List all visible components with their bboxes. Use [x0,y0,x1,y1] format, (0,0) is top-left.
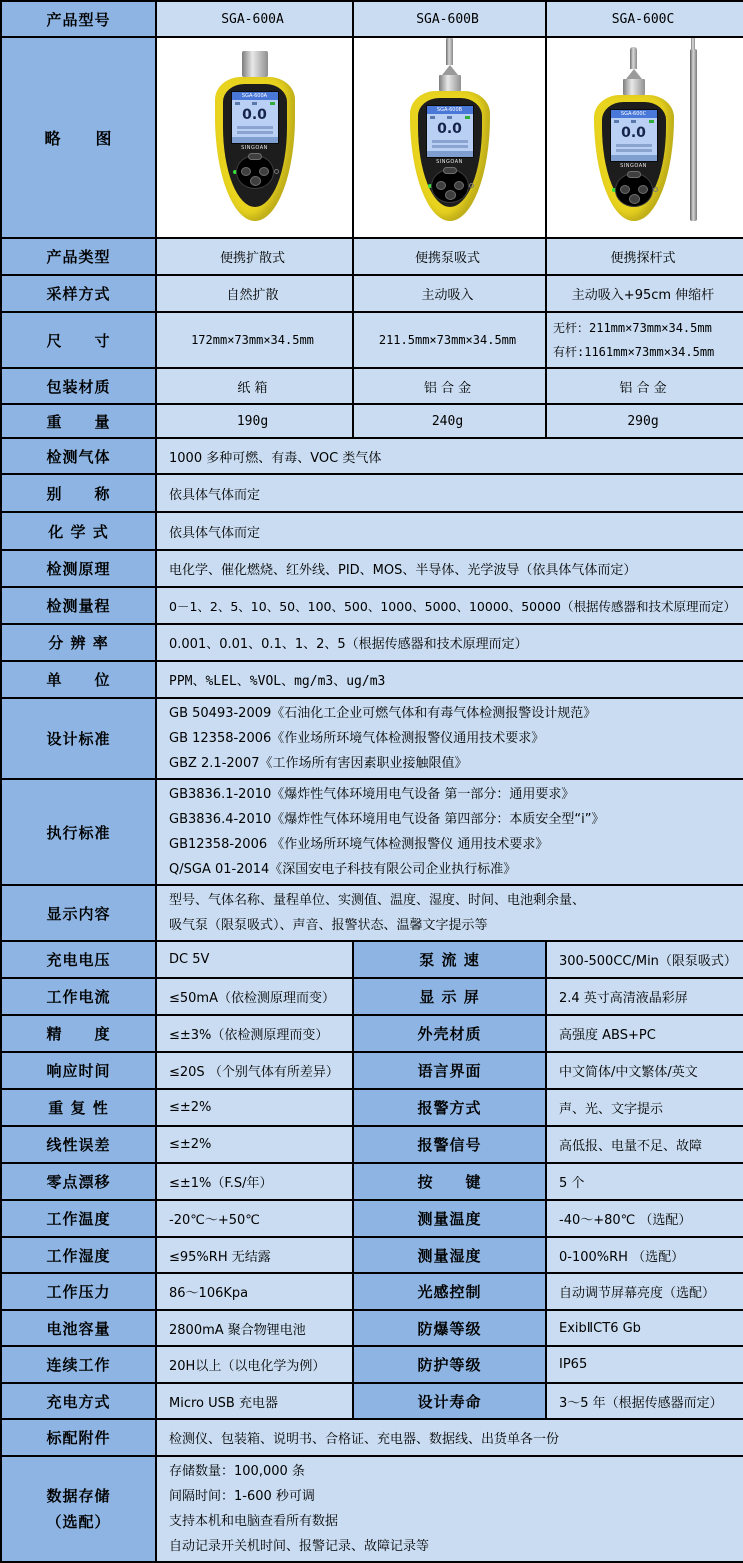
row-label: 外壳材质 [353,1015,546,1052]
row-label: 精 度 [1,1015,156,1052]
row-value: 300-500CC/Min（限泵吸式） [546,941,743,978]
table-row [1,1419,743,1456]
row-value: 高强度 ABS+PC [546,1015,743,1052]
row-value: IP65 [546,1346,743,1383]
model-name-c: SGA-600C [546,1,743,37]
row-value: 172mm×73mm×34.5mm [156,312,353,368]
row-label: 测量湿度 [353,1237,546,1273]
row-label: 线性误差 [1,1126,156,1163]
row-value: 自然扩散 [156,275,353,312]
table-row [1,438,743,474]
row-label: 分 辨 率 [1,624,156,661]
row-value: 存储数量：100,000 条 间隔时间：1-600 秒可调 支持本机和电脑查看所有数据 自动记录开关机时间、报警记录、故障记录等 [156,1456,743,1562]
table-row [1,1383,743,1419]
row-label: 工作电流 [1,978,156,1015]
row-value: 便携扩散式 [156,238,353,275]
lcd-reading: 0.0 [437,121,462,137]
button-cluster [615,173,653,207]
table-row [1,1052,743,1089]
row-value: 1000 多种可燃、有毒、VOC 类气体 [156,438,743,474]
row-label: 执行标准 [1,779,156,885]
row-label: 检测气体 [1,438,156,474]
row-label: 泵 流 速 [353,941,546,978]
row-value: 高低报、电量不足、故障 [546,1126,743,1163]
row-value: 5 个 [546,1163,743,1200]
row-label: 工作压力 [1,1273,156,1310]
row-label: 设计寿命 [353,1383,546,1419]
row-value: 主动吸入+95cm 伸缩杆 [546,275,743,312]
row-value: 便携探杆式 [546,238,743,275]
lcd-reading: 0.0 [621,125,646,141]
table-row-header [1,1,743,37]
row-label: 报警方式 [353,1089,546,1126]
row-value: 240g [353,404,546,438]
row-value: ≤±2% [156,1089,353,1126]
sensor-cap [242,51,268,77]
table-row [1,312,743,368]
header-label: 产品型号 [1,1,156,37]
row-label: 工作温度 [1,1200,156,1237]
row-label: 按 键 [353,1163,546,1200]
row-label: 测量温度 [353,1200,546,1237]
row-value: 211.5mm×73mm×34.5mm [353,312,546,368]
row-label: 采样方式 [1,275,156,312]
row-value: ≤±2% [156,1126,353,1163]
row-value: ExibⅡCT6 Gb [546,1310,743,1346]
row-label: 检测量程 [1,587,156,624]
row-value: Micro USB 充电器 [156,1383,353,1419]
row-value: 2800mA 聚合物锂电池 [156,1310,353,1346]
row-label: 响应时间 [1,1052,156,1089]
row-label: 产品类型 [1,238,156,275]
row-value: 0.001、0.01、0.1、1、2、5（根据传感器和技术原理而定） [156,624,743,661]
pump-probe [446,37,453,65]
power-icon [653,187,658,192]
row-label: 显 示 屏 [353,978,546,1015]
row-value: ≤20S （个别气体有所差异） [156,1052,353,1089]
table-row [1,661,743,698]
row-value: GB3836.1-2010《爆炸性气体环境用电气设备 第一部分：通用要求》 GB3836.4-2010《爆炸性气体环境用电气设备 第四部分：本质安全型“i”》 GB12358-2006 《作业场所环境气体检测报警仪 通用技术要求》 Q/SGA 01-2014《深国安电子科技有限公司企业执行标准》 [156,779,743,885]
table-row [1,779,743,885]
row-value: 电化学、催化燃烧、红外线、PID、MOS、半导体、光学波导（依具体气体而定） [156,550,743,587]
row-value: 铝 合 金 [353,368,546,404]
row-label: 充电电压 [1,941,156,978]
row-label: 数据存储 （选配） [1,1456,156,1562]
row-value: 0-100%RH （选配） [546,1237,743,1273]
row-label: 单 位 [1,661,156,698]
row-value: 便携泵吸式 [353,238,546,275]
row-value: DC 5V [156,941,353,978]
row-label: 尺 寸 [1,312,156,368]
row-value: 型号、气体名称、量程单位、实测值、温度、湿度、时间、电池剩余量、 吸气泵（限泵吸式）、声音、报警状态、温馨文字提示等 [156,885,743,941]
brand-logo: SINGOAN [241,145,268,151]
row-value: 检测仪、包装箱、说明书、合格证、充电器、数据线、出货单各一份 [156,1419,743,1456]
row-value: GB 50493-2009《石油化工企业可燃气体和有毒气体检测报警设计规范》 GB 12358-2006《作业场所环境气体检测报警仪通用技术要求》 GBZ 2.1-2007《工作场所有害因素职业接触限值》 [156,698,743,779]
row-value: -40～+80℃ （选配） [546,1200,743,1237]
row-value: 声、光、文字提示 [546,1089,743,1126]
table-row [1,1273,743,1310]
table-row [1,1237,743,1273]
telescopic-rod [690,49,697,221]
table-row [1,275,743,312]
table-row [1,1200,743,1237]
row-label: 防护等级 [353,1346,546,1383]
row-label: 语言界面 [353,1052,546,1089]
row-value: 290g [546,404,743,438]
table-row [1,1015,743,1052]
device-lcd-screen: SGA-600C 0.0 [610,109,658,162]
table-row [1,1163,743,1200]
row-label: 报警信号 [353,1126,546,1163]
power-icon [469,183,474,188]
power-icon [274,169,279,174]
table-row [1,238,743,275]
table-row [1,1346,743,1383]
row-value: 86～106Kpa [156,1273,353,1310]
table-row [1,1310,743,1346]
device-photo-sga600b [353,37,546,238]
row-label: 防爆等级 [353,1310,546,1346]
row-value: 依具体气体而定 [156,512,743,550]
table-row [1,474,743,512]
table-row [1,1126,743,1163]
table-row [1,512,743,550]
device-lcd-screen: SGA-600B 0.0 [426,105,474,158]
row-value: 中文简体/中文繁体/英文 [546,1052,743,1089]
table-row [1,1456,743,1562]
pump-probe [630,47,637,69]
row-value: ≤±1%（F.S/年） [156,1163,353,1200]
table-row [1,404,743,438]
row-value: 20H以上（以电化学为例） [156,1346,353,1383]
row-value: 无杆：211mm×73mm×34.5mm 有杆:1161mm×73mm×34.5mm [546,312,743,368]
button-cluster [431,169,469,203]
row-label: 显示内容 [1,885,156,941]
row-value: -20℃～+50℃ [156,1200,353,1237]
table-row [1,698,743,779]
row-label: 零点漂移 [1,1163,156,1200]
row-label: 设计标准 [1,698,156,779]
lcd-reading: 0.0 [242,107,267,123]
row-label: 包装材质 [1,368,156,404]
row-value: 铝 合 金 [546,368,743,404]
brand-logo: SINGOAN [620,163,647,169]
model-name-a: SGA-600A [156,1,353,37]
row-label: 连续工作 [1,1346,156,1383]
device-photo-sga600a [156,37,353,238]
row-value: PPM、%LEL、%VOL、mg/m3、ug/m3 [156,661,743,698]
row-label: 检测原理 [1,550,156,587]
row-label: 电池容量 [1,1310,156,1346]
table-row [1,624,743,661]
row-label: 光感控制 [353,1273,546,1310]
row-value: ≤±3%（依检测原理而变） [156,1015,353,1052]
row-value: 190g [156,404,353,438]
row-label: 化 学 式 [1,512,156,550]
row-value: 主动吸入 [353,275,546,312]
table-row [1,1089,743,1126]
row-label: 工作湿度 [1,1237,156,1273]
row-value: 自动调节屏幕亮度（选配） [546,1273,743,1310]
sketch-label: 略 图 [1,37,156,238]
table-row [1,550,743,587]
row-value: 2.4 英寸高清液晶彩屏 [546,978,743,1015]
device-photo-sga600c [546,37,743,238]
row-value: 依具体气体而定 [156,474,743,512]
row-label: 充电方式 [1,1383,156,1419]
table-row [1,885,743,941]
table-row [1,587,743,624]
button-cluster [236,155,274,189]
row-value: 0－1、2、5、10、50、100、500、1000、5000、10000、50000（根据传感器和技术原理而定） [156,587,743,624]
row-label: 重 复 性 [1,1089,156,1126]
row-value: 3～5 年（根据传感器而定） [546,1383,743,1419]
table-row [1,978,743,1015]
table-row [1,368,743,404]
row-label: 别 称 [1,474,156,512]
brand-logo: SINGOAN [436,159,463,165]
row-value: 纸 箱 [156,368,353,404]
row-value: ≤95%RH 无结露 [156,1237,353,1273]
device-lcd-screen: SGA-600A 0.0 [231,91,279,144]
table-row-sketch [1,37,743,238]
row-label: 标配附件 [1,1419,156,1456]
row-label: 重 量 [1,404,156,438]
model-name-b: SGA-600B [353,1,546,37]
table-row [1,941,743,978]
row-value: ≤50mA（依检测原理而变） [156,978,353,1015]
